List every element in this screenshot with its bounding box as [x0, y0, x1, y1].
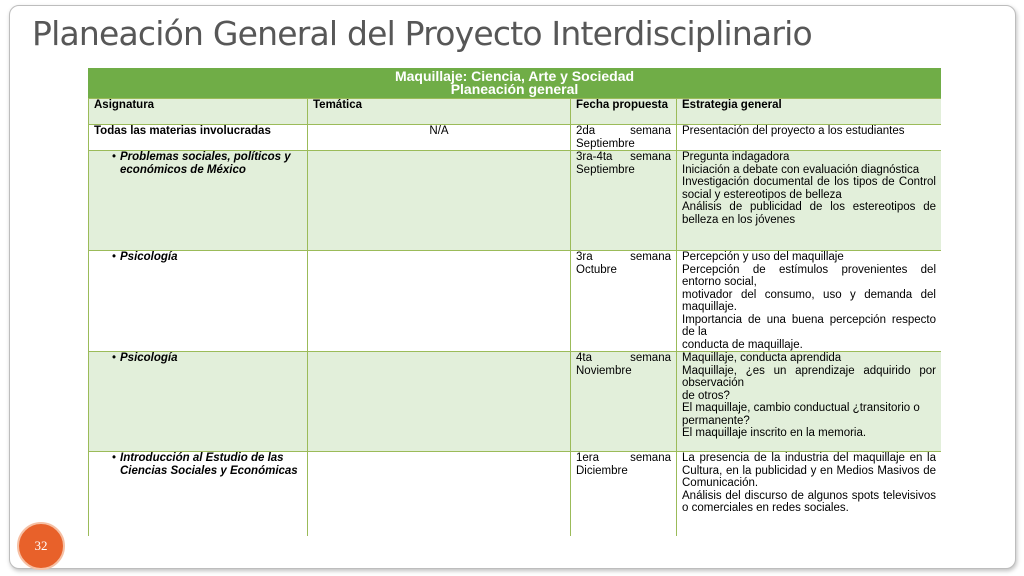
slide-title: Planeación General del Proyecto Interdisciplinario [32, 14, 812, 53]
cell-fecha: 3ra semana Octubre [571, 251, 677, 352]
document-subtitle: Planeación general [450, 81, 579, 97]
subject-name: Problemas sociales, políticos y económicos de México [120, 151, 291, 176]
column-header: Temática [308, 99, 571, 125]
estrategia-line: Presentación del proyecto a los estudiantes [682, 125, 905, 137]
column-header: Asignatura [89, 99, 308, 125]
bullet-icon: • [112, 151, 117, 163]
table-row [89, 151, 942, 251]
estrategia-line: motivador del consumo, uso y demanda del maquillaje. [682, 288, 936, 313]
cell-asignatura: Todas las materias involucradas [89, 125, 308, 151]
cell-asignatura [89, 452, 308, 537]
bullet-icon: • [112, 352, 117, 364]
subject-name: Introducción al Estudio de las Ciencias Sociales y Económicas [120, 452, 298, 477]
cell-fecha: 4ta semana Noviembre [571, 352, 677, 452]
estrategia-line: El maquillaje, cambio conductual ¿transitorio o [682, 402, 920, 414]
estrategia-line: de otros? [682, 389, 730, 402]
planning-table [88, 98, 941, 536]
table-row [89, 125, 942, 151]
document-header [88, 68, 941, 98]
table-header-row [89, 99, 942, 125]
table-row [89, 352, 942, 452]
cell-estrategia [677, 125, 942, 151]
table-row [89, 452, 942, 537]
estrategia-line: Iniciación a debate con evaluación diagnóstica [682, 163, 920, 176]
bullet-icon: • [112, 452, 117, 464]
bullet-icon: • [112, 251, 117, 263]
estrategia-line: permanente? [682, 414, 750, 427]
estrategia-line: Análisis del discurso de algunos spots televisivos o comerciales en redes sociales. [682, 489, 936, 514]
cell-estrategia [677, 352, 942, 452]
estrategia-line: Pregunta indagadora [682, 151, 790, 163]
cell-tematica [308, 352, 571, 452]
table-row [89, 251, 942, 352]
cell-asignatura [89, 151, 308, 251]
estrategia-line: Percepción y uso del maquillaje [682, 251, 844, 263]
estrategia-line: Análisis de publicidad de los estereotipos de belleza en los jóvenes [682, 201, 936, 226]
cell-estrategia [677, 251, 942, 352]
estrategia-line: Investigación documental de los tipos de Control social y estereotipos de belleza [682, 176, 936, 201]
estrategia-line: conducta de maquillaje. [682, 338, 803, 351]
estrategia-line: El maquillaje inscrito en la memoria. [682, 427, 867, 439]
cell-fecha: 3ra-4ta semana Septiembre [571, 151, 677, 251]
estrategia-line: Maquillaje, conducta aprendida [682, 352, 842, 364]
cell-tematica [308, 251, 571, 352]
estrategia-line: Percepción de estímulos provenientes del entorno social, [682, 263, 936, 288]
column-header: Estrategia general [677, 99, 942, 125]
cell-fecha: 1era semana Diciembre [571, 452, 677, 537]
estrategia-line: La presencia de la industria del maquillaje en la Cultura, en la publicidad y en Medios Masivos de Comunicación. [682, 452, 936, 489]
subject-name: Psicología [120, 352, 178, 364]
cell-asignatura [89, 352, 308, 452]
subject-name: Psicología [120, 251, 178, 263]
cell-tematica [308, 452, 571, 537]
column-header: Fecha propuesta [571, 99, 677, 125]
cell-fecha: 2da semana Septiembre [571, 125, 677, 151]
planning-document [88, 68, 941, 536]
estrategia-line: Maquillaje, ¿es un aprendizaje adquirido por observación [682, 364, 936, 389]
cell-estrategia [677, 452, 942, 537]
cell-tematica [308, 151, 571, 251]
document-title: Maquillaje: Ciencia, Arte y Sociedad [394, 68, 635, 84]
cell-tematica: N/A [308, 125, 571, 151]
cell-estrategia [677, 151, 942, 251]
cell-asignatura [89, 251, 308, 352]
estrategia-line: Importancia de una buena percepción respecto de la [682, 313, 936, 338]
page-number-badge: 32 [17, 522, 65, 570]
